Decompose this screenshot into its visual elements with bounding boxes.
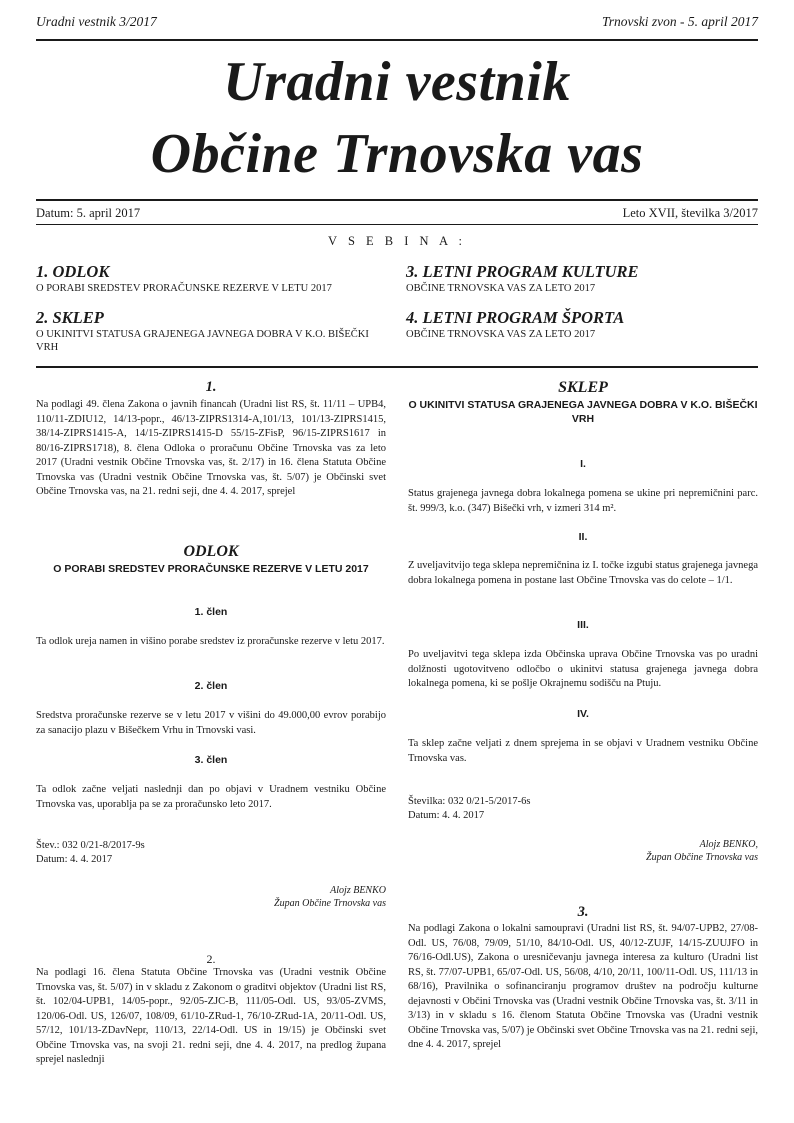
toc-item-subtitle: OBČINE TRNOVSKA VAS ZA LETO 2017 [406, 283, 596, 294]
toc-item-title: 4. LETNI PROGRAM ŠPORTA [406, 308, 625, 327]
masthead-line-1: Uradni vestnik [223, 51, 571, 113]
section-3-number: 3. [577, 904, 589, 920]
sklep-subtitle: O UKINITVI STATUSA GRAJENEGA JAVNEGA DOBRA V K.O. BIŠEČKI VRH [408, 399, 758, 425]
toc-item-subtitle: O UKINITVI STATUSA GRAJENEGA JAVNEGA DOBRA V K.O. BIŠEČKI VRH [36, 329, 369, 353]
toc-item-subtitle: O PORABI SREDSTEV PRORAČUNSKE REZERVE V LETU 2017 [36, 283, 332, 294]
odlok-title: ODLOK [183, 543, 239, 560]
toc-item-1[interactable] [36, 262, 386, 295]
gazette-page [36, 0, 758, 1123]
odlok-subtitle: O PORABI SREDSTEV PRORAČUNSKE REZERVE V LETU 2017 [53, 563, 369, 575]
reference-date: Datum: 4. 4. 2017 [408, 810, 485, 821]
toc-item-subtitle: OBČINE TRNOVSKA VAS ZA LETO 2017 [406, 329, 596, 340]
section-1-number: 1. [205, 379, 217, 395]
masthead-line-2: Občine Trnovska vas [150, 123, 644, 185]
article-1-heading: 1. člen [194, 606, 228, 618]
toc-item-3[interactable] [406, 262, 756, 295]
contents-rule [36, 366, 758, 368]
running-header-left: Uradni vestnik 3/2017 [36, 14, 157, 29]
issue-date: Datum: 5. april 2017 [36, 206, 141, 220]
running-header [36, 14, 758, 32]
section-2-number: 2. [206, 952, 216, 966]
running-header-right: Trnovski zvon - 5. april 2017 [601, 14, 758, 29]
dateline-rule [36, 224, 758, 225]
signature-name: Alojz BENKO [330, 885, 386, 896]
toc-item-2[interactable] [36, 308, 386, 354]
contents-label: V S E B I N A : [328, 234, 466, 248]
point-3-heading: III. [577, 619, 589, 631]
section-2-intro: Na podlagi 16. člena Statuta Občine Trnovska vas (Uradni vestnik Občine Trnovska vas, št. 5/07) in v skladu z Zakonom o graditvi objektov (Uradni list RS, št. 102/04-UPB1, 14/05-popr., 92/05-ZJC-B, 111/05-Odl. US, 93/05-ZVMS, 120/06-Odl. US, 126/07, 108/09, 61/10-ZRud-1, 76/10-ZRud-1A, 20/11-Odl. US, 57/12, 101/13-ZDavNepr, 110/13, 22/14-Odl. US in 19/15) je Občinski svet Občine Trnovska vas, na svoji 21. redni seji, dne 4. 4. 2017, na predlog župana sprejel naslednji [36, 967, 386, 1065]
toc-item-title: 1. ODLOK [36, 262, 110, 281]
section-1-intro: Na podlagi 49. člena Zakona o javnih financah (Uradni list RS, št. 11/11 – UPB4, 110/11-ZDIU12, 14/13-popr., 46/13-ZIPRS1314-A,101/13, 101/13-ZIPRS1415, 38/14-ZIPRS1415-A, 14/15-ZIPRS1415-D 55/15-ZFisP, 96/15-ZIPRS1617 in 80/16-ZIPRS1718), 8. člena Odloka o proračunu Občine Trnovska vas za leto 2017 (Uradni vestnik Občine Trnovska vas, št. 2/17) in 16. člena Statuta Občine Trnovska vas (Uradni vestnik Občine Trnovska vas, št. 5/07) je Občinski svet Občine Trnovska vas, na 21. redni seji, dne 4. 4. 2017, sprejel [36, 399, 386, 497]
sklep-title: SKLEP [558, 379, 608, 396]
toc-item-4[interactable] [406, 308, 756, 341]
point-3-text: Po uveljavitvi tega sklepa izda Občinska uprava Občine Trnovska vas po uradni dolžnosti ugotovitveno odločbo o ukinitvi statusa grajenega javnega dobra lokalnega pomena, ki se pošlje Okrajnemu sodišču na Ptuju. [408, 649, 758, 689]
signature-role: Župan Občine Trnovska vas [646, 852, 758, 863]
article-2-text: Sredstva proračunske rezerve se v letu 2017 v višini do 49.000,00 evrov porabijo za sanacijo plazu v Bišečkem Vrhu in Trnovski vasi. [36, 710, 386, 736]
article-1-text: Ta odlok ureja namen in višino porabe sredstev iz proračunske rezerve v letu 2017. [36, 636, 385, 647]
issue-number: Leto XVII, številka 3/2017 [622, 206, 758, 220]
toc-item-title: 3. LETNI PROGRAM KULTURE [406, 262, 639, 281]
article-3-heading: 3. člen [194, 754, 228, 766]
masthead-rule [36, 199, 758, 201]
point-2-text: Z uveljavitvijo tega sklepa nepremičnina iz I. točke izgubi status grajenega javnega dobra lokalnega pomena in postane last Občine Trnovska vas do celote – 1/1. [408, 560, 758, 586]
article-2-heading: 2. člen [194, 680, 228, 692]
article-3-text: Ta odlok začne veljati naslednji dan po objavi v Uradnem vestniku Občine Trnovska vas, uporablja pa se za proračunsko leto 2017. [36, 784, 386, 810]
reference-date: Datum: 4. 4. 2017 [36, 854, 113, 865]
signature-role: Župan Občine Trnovska vas [274, 898, 386, 909]
section-3-intro: Na podlagi Zakona o lokalni samoupravi (Uradni list RS, št. 94/07-UPB2, 27/08-Odl. US, 76/08, 79/09, 51/10, 84/10-Odl. US, 40/12-ZUJF, 14/15-ZUUJFO in 76/16-Odl.US), Zakona o uresničevanju javnega interesa za kulturo (Uradni list RS, št. 77/07-UPB1, 65/07-Odl. US, 56/08, 4/10, 20/11, 100/11-Odl. US, 111/13 in 68/16), Pravilnika o sofinanciranju programov društev na področju kulturne dejavnosti v Občini Trnovska vas (Uradni vestnik Občine Trnovska vas, št. 3/11 in 3/13) in v skladu s 16. členom Statuta Občine Trnovska vas (Uradni vestnik Občine Trnovska vas, 5/07) je Občinski svet Občine Trnovska vas na 21. redni seji, dne 4. 4. 2017, sprejel [408, 923, 758, 1050]
toc-item-title: 2. SKLEP [36, 308, 104, 327]
signature-name: Alojz BENKO, [699, 839, 758, 850]
point-4-text: Ta sklep začne veljati z dnem sprejema in se objavi v Uradnem vestniku Občine Trnovska vas. [408, 738, 758, 764]
point-2-heading: II. [578, 531, 588, 543]
reference-number: Številka: 032 0/21-5/2017-6s [408, 796, 531, 807]
header-rule [36, 39, 758, 41]
point-4-heading: IV. [577, 708, 589, 720]
point-1-text: Status grajenega javnega dobra lokalnega pomena se ukine pri nepremičnini parc. št. 999/3, k.o. (347) Bišečki vrh, v izmeri 314 m². [408, 488, 758, 514]
reference-number: Štev.: 032 0/21-8/2017-9s [36, 840, 145, 851]
point-1-heading: I. [580, 458, 586, 470]
